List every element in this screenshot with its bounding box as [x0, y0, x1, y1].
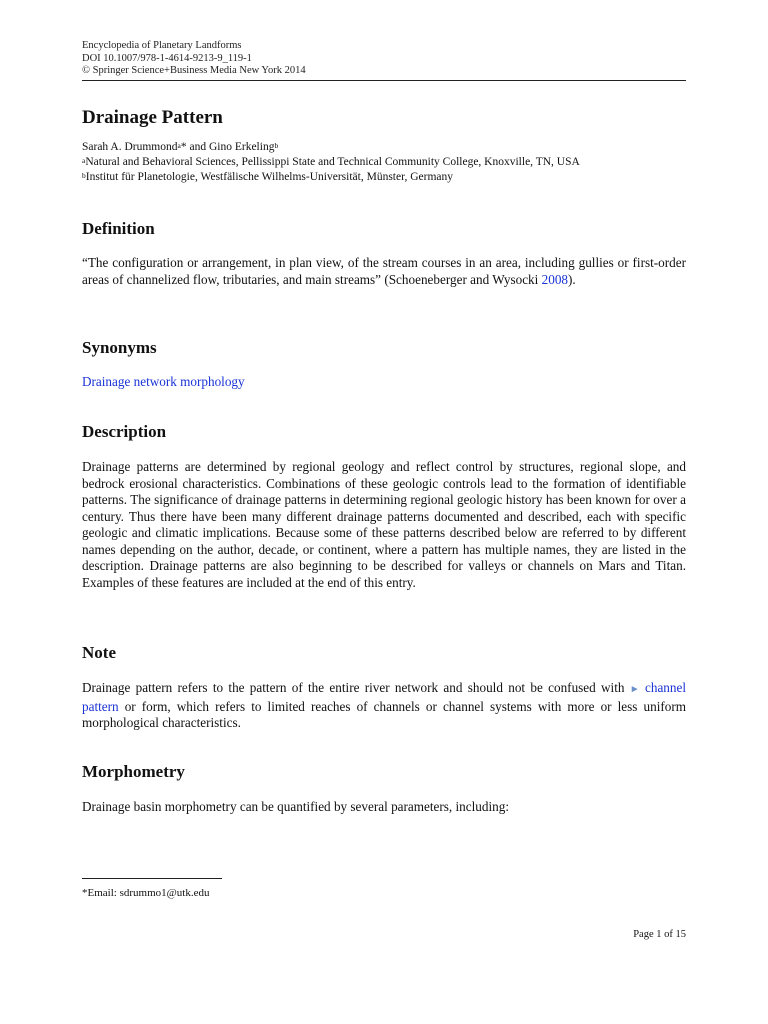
author-block [82, 140, 580, 185]
affiliation-mark: a [82, 156, 86, 165]
affiliation-mark: a [177, 141, 181, 150]
cross-reference-arrow-icon: ► [629, 684, 640, 695]
note-text [82, 680, 686, 732]
description-heading: Description [82, 422, 167, 441]
author-line [82, 140, 580, 155]
channel-pattern-link[interactable]: channel pattern [82, 680, 687, 714]
affiliation-a [82, 155, 580, 170]
affiliation-text: Natural and Behavioral Sciences, Pellissippi State and Technical Community College, Knoxville, TN, USA [85, 156, 580, 168]
affiliation-b [82, 170, 580, 185]
note-heading: Note [82, 643, 116, 662]
affiliation-mark: b [274, 141, 279, 150]
definition-tail: ). [568, 271, 576, 287]
doi: DOI 10.1007/978-1-4614-9213-9_119-1 [82, 52, 252, 64]
running-header [82, 40, 306, 78]
definition-quote: “The configuration or arrangement, in plan view, of the stream courses in an area, including gullies or first-order areas of channelized flow, tributaries, and main streams” (Schoeneberger and Wysocki [82, 255, 686, 287]
note-text-after: or form, which refers to limited reaches of channels or channel systems with more or less uniform morphological characteristics. [82, 698, 686, 730]
synonyms-text [82, 374, 686, 391]
synonyms-heading: Synonyms [82, 338, 157, 357]
definition-heading: Definition [82, 219, 155, 238]
author-name: Sarah A. Drummond [82, 141, 178, 153]
header-divider [82, 80, 686, 81]
article-title: Drainage Pattern [82, 107, 223, 128]
footnote-divider [82, 878, 222, 879]
description-text: Drainage patterns are determined by regional geology and reflect control by structures, regional slope, and bedrock erosional characteristics. Combinations of these geologic controls lead to the formation of identifiable patterns. The significance of drainage patterns in determining regional geologic history has been known for over a century. Thus there have been many different drainage patterns documented and described, each with specific geologic and climatic implications. Because some of these patterns described below are referred to by different names depending on the author, decade, or continent, where a pattern has multiple names, they are listed in the description. Drainage patterns are also beginning to be described for valleys or channels on Mars and Titan. Examples of these features are included at the end of this entry. [82, 459, 686, 590]
page-number: Page 1 of 15 [633, 929, 686, 940]
definition-text [82, 255, 686, 288]
affiliation-text: Institut für Planetologie, Westfälische Wilhelms-Universität, Münster, Germany [85, 171, 453, 183]
corresponding-mark: * [180, 141, 187, 153]
synonym-link[interactable]: Drainage network morphology [82, 374, 245, 389]
affiliation-mark: b [82, 171, 86, 180]
note-text-before: Drainage pattern refers to the pattern of the entire river network and should not be confused with [82, 680, 630, 695]
publication-name: Encyclopedia of Planetary Landforms [82, 40, 242, 51]
author-name: Gino Erkeling [208, 141, 275, 153]
footnote-email: *Email: sdrummo1@utk.edu [82, 887, 210, 899]
author-conjunction: and [186, 141, 209, 153]
reference-link[interactable]: 2008 [541, 271, 568, 287]
morphometry-text: Drainage basin morphometry can be quantified by several parameters, including: [82, 799, 509, 814]
document-page [82, 0, 686, 1024]
copyright: © Springer Science+Business Media New York 2014 [82, 65, 306, 76]
morphometry-heading: Morphometry [82, 762, 185, 781]
